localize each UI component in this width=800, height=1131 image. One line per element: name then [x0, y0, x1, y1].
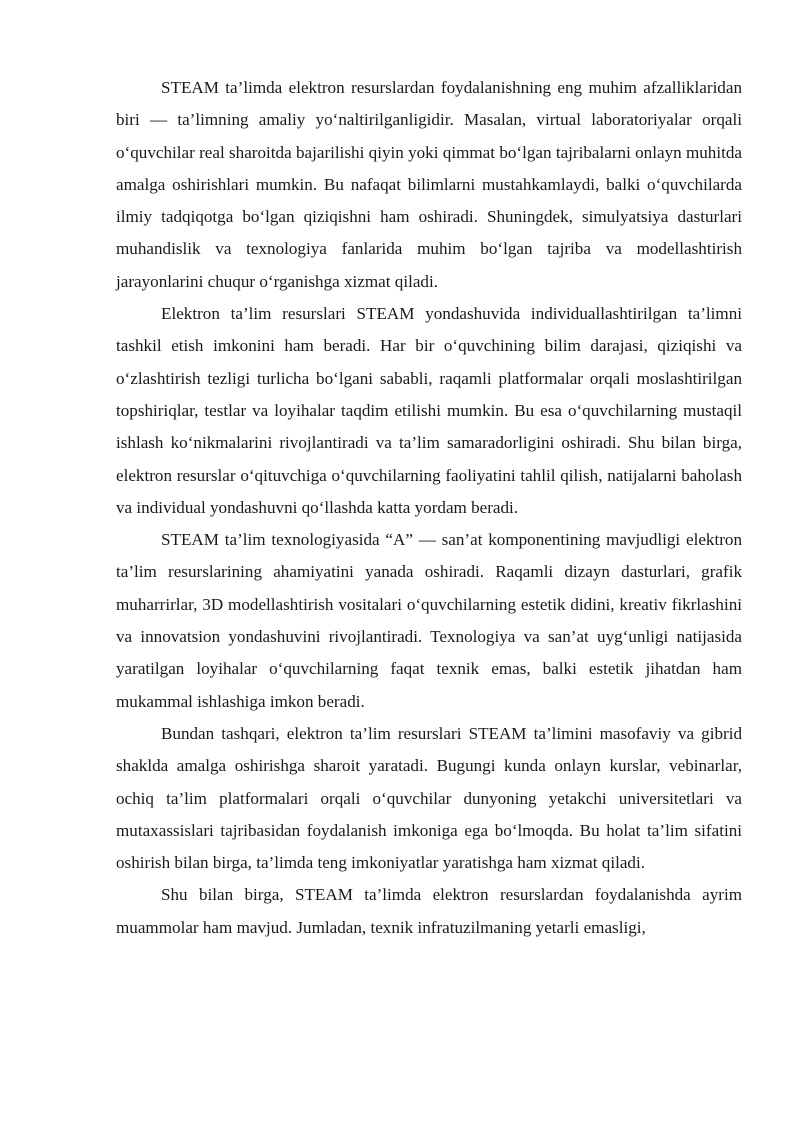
paragraph-5: Shu bilan birga, STEAM ta’limda elektron resurslardan foydalanishda ayrim muammolar ham mavjud. Jumladan, texnik infratuzilmaning yetarli emasligi, — [116, 885, 742, 937]
paragraph-4: Bundan tashqari, elektron ta’lim resurslari STEAM ta’limini masofaviy va gibrid shaklda amalga oshirishga sharoit yaratadi. Bugungi kunda onlayn kurslar, vebinarlar, ochiq ta’lim platformalari orqali o‘quvchilar dunyoning yetakchi universitetlari va mutaxassislari tajribasidan foydalanish imkoniga ega bo‘lmoqda. Bu holat ta’lim sifatini oshirish bilan birga, ta’limda teng imkoniyatlar yaratishga ham xizmat qiladi. — [116, 723, 742, 873]
document-body — [116, 72, 742, 944]
paragraph-2: Elektron ta’lim resurslari STEAM yondashuvida individuallashtirilgan ta’limni tashkil etish imkonini ham beradi. Har bir o‘quvchining bilim darajasi, qiziqishi va o‘zlashtirish tezligi turlicha bo‘lgani sababli, raqamli platformalar orqali moslashtirilgan topshiriqlar, testlar va loyihalar taqdim etilishi mumkin. Bu esa o‘quvchilarning mustaqil ishlash ko‘nikmalarini rivojlantiradi va ta’lim samaradorligini oshiradi. Shu bilan birga, elektron resurslar o‘qituvchiga o‘quvchilarning faoliyatini tahlil qilish, natijalarni baholash va individual yondashuvni qo‘llashda katta yordam beradi. — [116, 304, 742, 517]
paragraph-1: STEAM ta’limda elektron resurslardan foydalanishning eng muhim afzalliklaridan biri — ta’limning amaliy yo‘naltirilganligidir. Masalan, virtual laboratoriyalar orqali o‘quvchilar real sharoitda bajarilishi qiyin yoki qimmat bo‘lgan tajribalarni onlayn muhitda amalga oshirishlari mumkin. Bu nafaqat bilimlarni mustahkamlaydi, balki o‘quvchilarda ilmiy tadqiqotga bo‘lgan qiziqishni ham oshiradi. Shuningdek, simulyatsiya dasturlari muhandislik va texnologiya fanlarida muhim bo‘lgan tajriba va modellashtirish jarayonlarini chuqur o‘rganishga xizmat qiladi. — [116, 78, 742, 291]
paragraph-3: STEAM ta’lim texnologiyasida “A” — san’at komponentining mavjudligi elektron ta’lim resurslarining ahamiyatini yanada oshiradi. Raqamli dizayn dasturlari, grafik muharrirlar, 3D modellashtirish vositalari o‘quvchilarning estetik didini, kreativ fikrlashini va innovatsion yondashuvini rivojlantiradi. Texnologiya va san’at uyg‘unligi natijasida yaratilgan loyihalar o‘quvchilarning faqat texnik emas, balki estetik jihatdan ham mukammal ishlashiga imkon beradi. — [116, 530, 742, 711]
